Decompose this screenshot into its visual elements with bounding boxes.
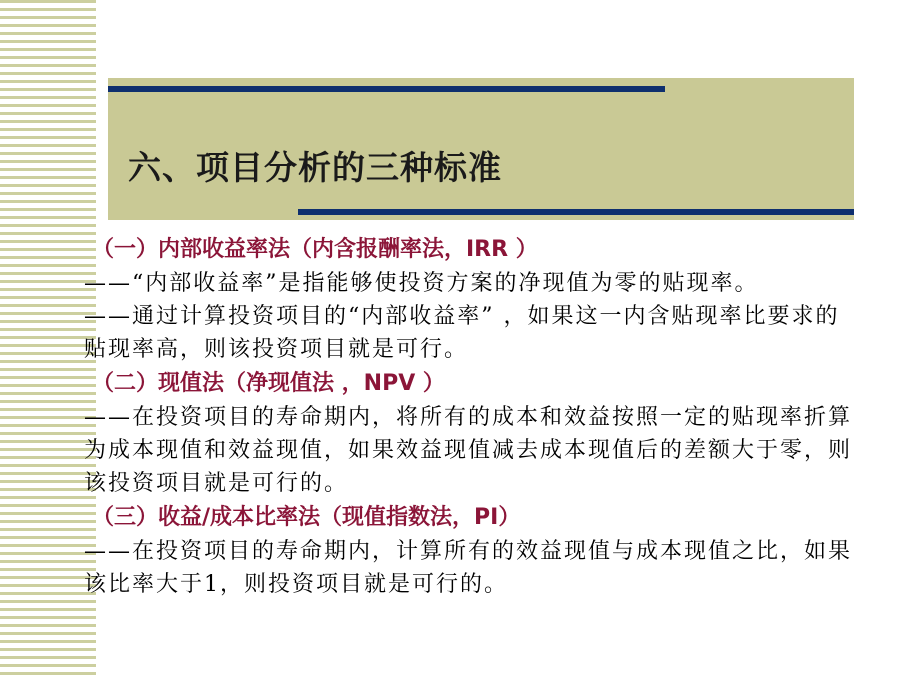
paragraph-pi: ——在投资项目的寿命期内，计算所有的效益现值与成本现值之比，如果该比率大于1，则投资项目就是可行的。 [84, 539, 853, 597]
paragraph-irr-criterion: ——通过计算投资项目的“内部收益率” ，如果这一内含贴现率比要求的贴现率高，则该投资项目就是可行。 [84, 304, 840, 362]
slide-title: 六、项目分析的三种标准 [128, 148, 502, 187]
section-heading-pi: （三）收益/成本比率法（现值指数法，PI） [92, 505, 521, 530]
title-rule-bottom [298, 209, 854, 215]
section-heading-npv: （二）现值法（净现值法 ，NPV ） [92, 371, 445, 396]
paragraph-npv: ——在投资项目的寿命期内，将所有的成本和效益按照一定的贴现率折算为成本现值和效益现值，如果效益现值减去成本现值后的差额大于零，则该投资项目就是可行的。 [84, 405, 853, 496]
paragraph-irr-definition: ——“内部收益率”是指能够使投资方案的净现值为零的贴现率。 [84, 271, 759, 296]
title-rule-top [108, 86, 665, 92]
section-heading-irr: （一）内部收益率法（内含报酬率法，IRR ） [92, 237, 538, 262]
left-stripe-decoration [0, 0, 96, 675]
slide-body [84, 232, 854, 601]
